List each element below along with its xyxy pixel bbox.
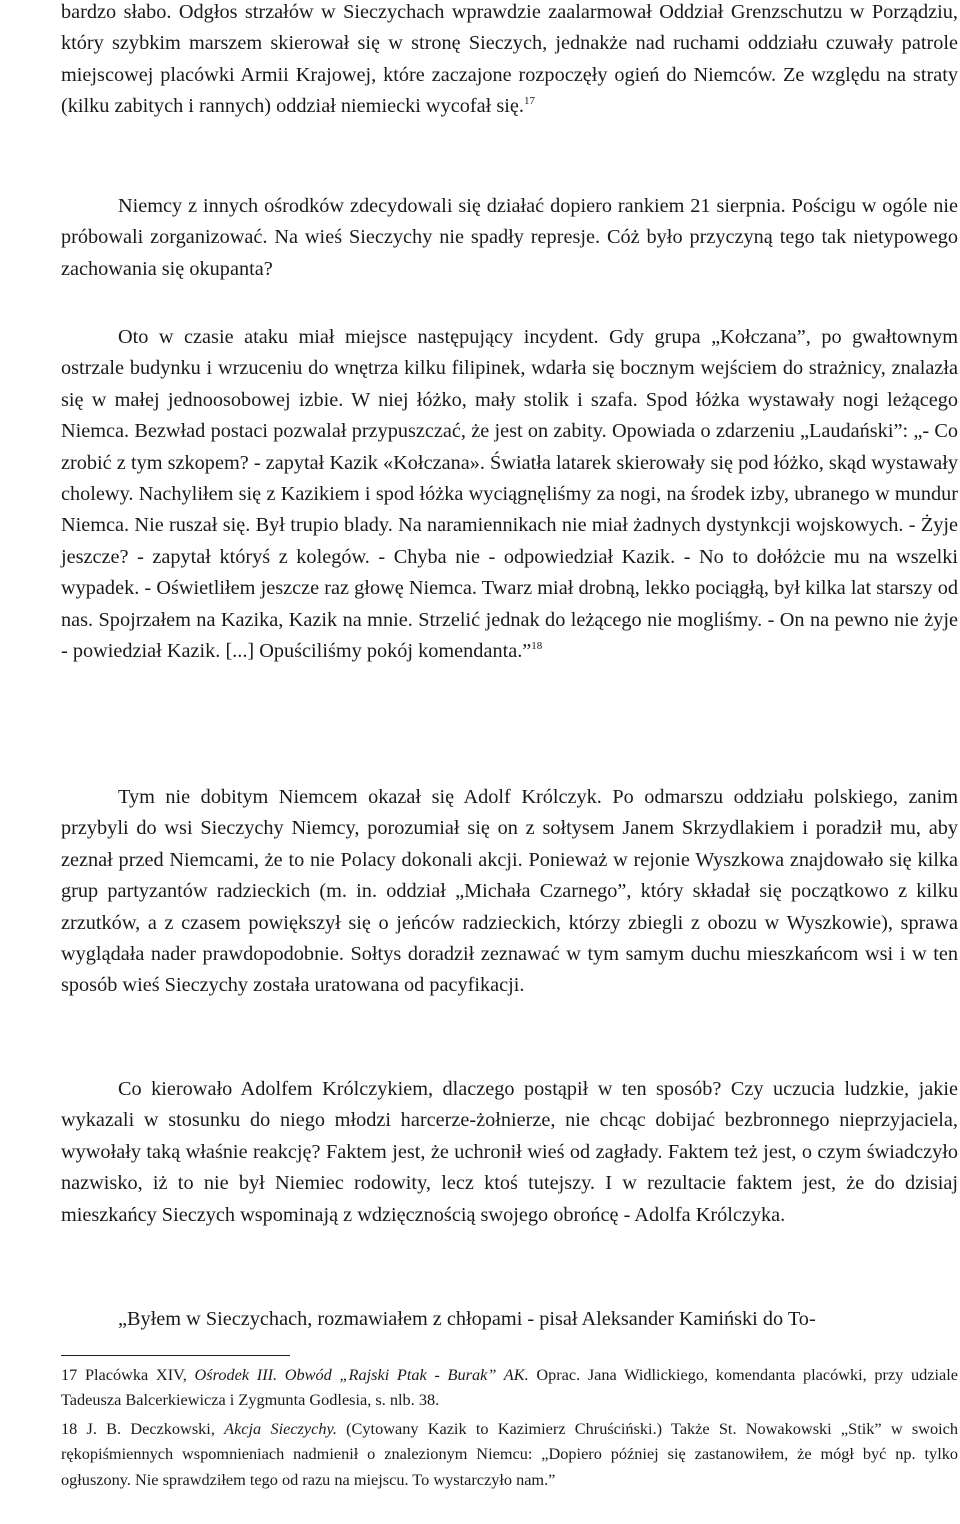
- paragraph-3: [61, 322, 958, 667]
- footnote-17-rest: Oprac. Jana Widlickiego, komendanta placówki, przy udziale Tadeusza Balcerkiewicza i Zygmunta Godlesia, s. nlb. 38.: [61, 1365, 959, 1410]
- paragraph-3-text: Oto w czasie ataku miał miejsce następujący incydent. Gdy grupa „Kołczana”, po gwałtownym ostrzale budynku i wrzuceniu do wnętrza kilku filipinek, wdarła się bocznym wejściem do strażnicy, znalazła się w małej jednoosobowej izbie. W niej łóżko, mały stolik i szafa. Spod łóżka wystawały nogi leżącego Niemca. Bezwład postaci pozwalał przypuszczać, że jest on zabity. Opowiada o zdarzeniu „Laudański”: „- Co zrobić z tym szkopem? - zapytał Kazik «Kołczana». Światła latarek skierowały się pod łóżko, skąd wystawały cholewy. Nachyliłem się z Kazikiem i spod łóżka wyciągnęliśmy za nogi, na środek izby, ubranego w mundur Niemca. Nie ruszał się. Był trupio blady. Na naramiennikach nie miał żadnych dystynkcji wojskowych. - Żyje jeszcze? - zapytał któryś z kolegów. - Chyba nie - odpowiedział Kazik. - No to dołóżcie mu na wszelki wypadek. - Oświetliłem jeszcze raz głowę Niemca. Twarz miał drobną, lekko pociągłą, był kilka lat starszy od nas. Spojrzałem na Kazika, Kazik na mnie. Strzelić jednak do leżącego nie mogliśmy. - On na pewno nie żyje - powiedział Kazik. [...] Opuściliśmy pokój komendanta.”: [61, 326, 958, 663]
- paragraph-6-text: „Byłem w Sieczychach, rozmawiałem z chłopami - pisał Aleksander Kamiński do To-: [118, 1308, 816, 1330]
- footnote-separator: [61, 1355, 290, 1356]
- paragraph-6: [61, 1304, 958, 1335]
- footnote-18: [61, 1416, 958, 1492]
- paragraph-5: [61, 1074, 958, 1231]
- paragraph-1-text: bardzo słabo. Odgłos strzałów w Sieczychach wprawdzie zaalarmował Oddział Grenzschutzu w Porządziu, który szybkim marszem skierował się w stronę Sieczych, jednakże nad ruchami oddziału czuwały patrole miejscowej placówki Armii Krajowej, które zaczajone rozpoczęły ogień do Niemców. Ze względu na straty (kilku zabitych i rannych) oddział niemiecki wycofał się.: [61, 1, 958, 118]
- paragraph-2: [61, 191, 958, 285]
- footnote-17-prefix: 17 Placówka XIV,: [61, 1365, 195, 1384]
- paragraph-4: [61, 782, 958, 1002]
- footnote-18-prefix: 18 J. B. Deczkowski,: [61, 1419, 225, 1438]
- footnote-18-rest: (Cytowany Kazik to Kazimierz Chruściński.) Także St. Nowakowski „Stik” w swoich rękopiśmiennych wspomnieniach nadmienił o znalezionym Niemcu: „Dopiero później się zastanowiłem, że mógł być np. tylko ogłuszony. Nie sprawdziłem tego od razu na miejscu. To wystarczyło nam.”: [61, 1419, 958, 1489]
- paragraph-2-text: Niemcy z innych ośrodków zdecydowali się działać dopiero rankiem 21 sierpnia. Pościgu w ogóle nie próbowali zorganizować. Na wieś Sieczychy nie spadły represje. Cóż było przyczyną tego tak nietypowego zachowania się okupanta?: [61, 195, 958, 280]
- footnote-17: [61, 1362, 958, 1413]
- footnote-18-title: Akcja Sieczychy.: [224, 1419, 337, 1438]
- footnote-ref-17[interactable]: 17: [523, 95, 535, 108]
- footnote-17-title: Ośrodek III. Obwód „Rajski Ptak - Burak” AK.: [194, 1365, 529, 1384]
- paragraph-5-text: Co kierowało Adolfem Królczykiem, dlaczego postąpił w ten sposób? Czy uczucia ludzkie, jakie wykazali w stosunku do niego młodzi harcerze-żołnierze, nie chcąc dobijać bezbronnego nieprzyjaciela, wywołały taką właśnie reakcję? Faktem jest, że uchronił wieś od zagłady. Faktem też jest, o czym świadczyło nazwisko, iż to nie był Niemiec rodowity, lecz ktoś tutejszy. I w rezultacie faktem jest, że do dzisiaj mieszkańcy Sieczych wspominają z wdzięcznością swojego obrońcę - Adolfa Królczyka.: [61, 1078, 958, 1226]
- paragraph-4-text: Tym nie dobitym Niemcem okazał się Adolf Królczyk. Po odmarszu oddziału polskiego, zanim przybyli do wsi Sieczychy Niemcy, porozumiał się on z sołtysem Janem Skrzydlakiem i poradził mu, aby zeznał przed Niemcami, że to nie Polacy dokonali akcji. Ponieważ w rejonie Wyszkowa znajdowało się kilka grup partyzantów radzieckich (m. in. oddział „Michała Czarnego”, który składał się początkowo z kilku zrzutków, a z czasem powiększył się o jeńców radzieckich, którzy zbiegli z obozu w Wyszkowie), sprawa wyglądała nader prawdopodobnie. Sołtys doradził zeznawać w tym samym duchu mieszkańcom wsi i w ten sposób wieś Sieczychy została uratowana od pacyfikacji.: [61, 786, 958, 997]
- footnote-ref-18[interactable]: 18: [531, 640, 543, 653]
- paragraph-1: [61, 0, 958, 123]
